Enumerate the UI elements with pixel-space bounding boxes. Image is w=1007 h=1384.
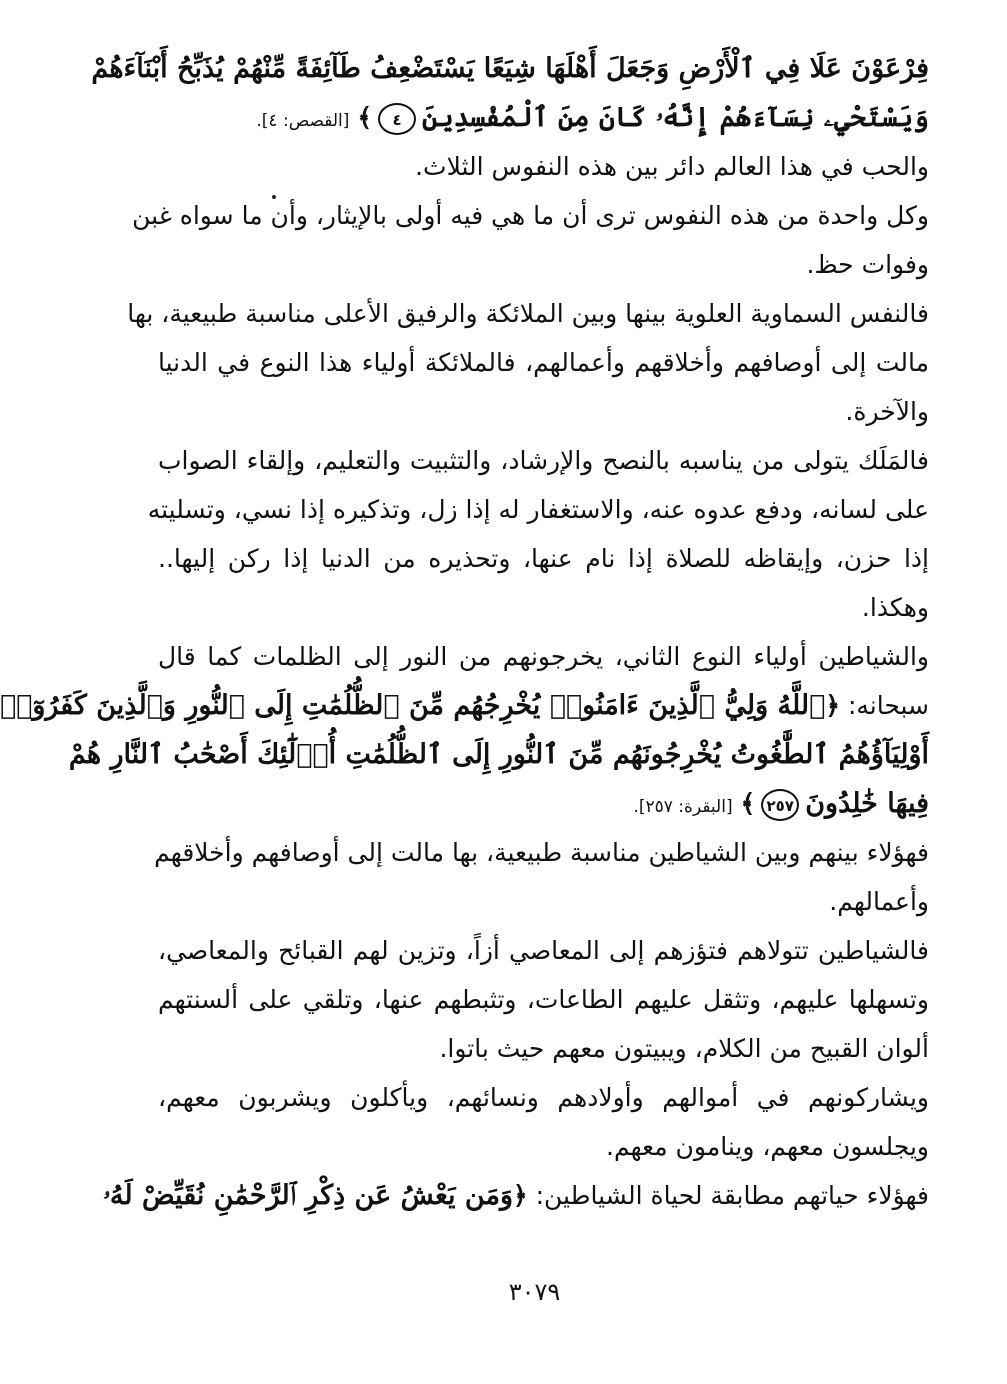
text-line-content: فالشياطين تتولاهم فتؤزهم إلى المعاصي أزاً، وتزين لهم القبائح والمعاصي، (158, 936, 929, 965)
text-line-content: وأعمالهم. (829, 887, 929, 916)
text-line-content: فالنفس السماوية العلوية بينها وبين الملائكة والرفيق الأعلى مناسبة طبيعية، بها (127, 299, 929, 328)
text-line (158, 142, 929, 191)
text-line-content: وهكذا. (861, 593, 929, 622)
text-line-content: ويشاركونهم في أموالهم وأولادهم ونسائهم، ويأكلون ويشربون معهم، (158, 1083, 929, 1112)
text-line-content: على لسانه، ودفع عدوه عنه، والاستغفار له إذا زل، وتذكيره إذا نسي، وتسليته (147, 495, 929, 524)
quran-verse-line-end (158, 93, 929, 142)
text-line-content: فهؤلاء حياتهم مطابقة لحياة الشياطين: (527, 1181, 929, 1210)
closing-bracket: ﴾ (357, 103, 373, 132)
text-line (158, 1073, 929, 1122)
quran-verse-text: فِيهَا خَٰلِدُونَ (805, 788, 929, 819)
text-line-content: وكل واحدة من هذه النفوس ترى أن ما هي فيه أولى بالإيثار، وأن ما سواه غبن (132, 201, 929, 230)
mixed-quran-line (0, 681, 929, 730)
text-line (127, 289, 929, 338)
text-line-content: وتسهلها عليهم، وتثقل عليهم الطاعات، وتثبطهم عنها، وتلقي على ألسنتهم (158, 985, 929, 1014)
text-line (158, 975, 929, 1024)
quran-verse-line-end (158, 779, 929, 828)
text-line (154, 828, 929, 877)
quran-verse-text: أَوْلِيَآؤُهُمُ ٱلطَّٰغُوتُ يُخْرِجُونَهُم مِّنَ ٱلنُّورِ إِلَى ٱلظُّلُمَٰتِ أُو۟لَٰٓئِكَ أَصْحَٰبُ ٱلنَّارِ هُمْ (68, 739, 929, 770)
text-line-content: ويجلسون معهم، وينامون معهم. (606, 1132, 929, 1161)
opening-bracket: ﴿ (825, 691, 841, 720)
text-line-content: والحب في هذا العالم دائر بين هذه النفوس الثلاث. (415, 152, 929, 181)
text-line-content: والآخرة. (845, 397, 929, 426)
text-line-content: والشياطين أولياء النوع الثاني، يخرجونهم من النور إلى الظلمات كما قال (158, 642, 929, 671)
quran-verse-text: وَيَسْتَحْيِۦ نِسَآءَهُمْ إِنَّهُۥ كَانَ مِنَ ٱلْمُفْسِدِينَ (422, 102, 929, 133)
print-speck (272, 195, 276, 199)
closing-bracket: ﴾ (740, 789, 756, 818)
text-line (147, 485, 929, 534)
text-line (158, 632, 929, 681)
verse-reference: [القصص: ٤]. (256, 111, 350, 131)
text-line-content: سبحانه: (840, 691, 929, 720)
verse-number-ornament: ٤ (378, 103, 416, 135)
text-line (158, 387, 929, 436)
text-line (158, 877, 929, 926)
text-line-content: ألوان القبيح من الكلام، ويبيتون معهم حيث باتوا. (439, 1034, 929, 1063)
quran-verse-line (68, 730, 929, 779)
text-line-content: إذا حزن، وإيقاظه للصلاة إذا نام عنها، وتحذيره من الدنيا إذا ركن إليها.. (158, 544, 929, 573)
text-line (158, 338, 929, 387)
text-line (158, 436, 929, 485)
page-body (0, 44, 929, 1220)
quran-verse-line (91, 44, 929, 93)
text-line (158, 534, 929, 583)
text-line-content: فالمَلَك يتولى من يناسبه بالنصح والإرشاد، والتثبيت والتعليم، وإلقاء الصواب (158, 446, 929, 475)
verse-number-ornament: ٢٥٧ (761, 789, 799, 821)
mixed-quran-line (103, 1171, 929, 1220)
opening-bracket: ﴿ (513, 1181, 528, 1210)
verse-reference: [البقرة: ٢٥٧]. (633, 797, 733, 817)
text-line-content: فهؤلاء بينهم وبين الشياطين مناسبة طبيعية، بها مالت إلى أوصافهم وأخلاقهم (154, 838, 929, 867)
text-line-content: وفوات حظ. (806, 250, 929, 279)
quran-verse-text: فِرْعَوْنَ عَلَا فِي ٱلْأَرْضِ وَجَعَلَ أَهْلَهَا شِيَعًا يَسْتَضْعِفُ طَآئِفَةً مِّنْهُمْ يُذَبِّحُ أَبْنَآءَهُمْ (91, 53, 929, 84)
page-number: ٣٠٧٩ (508, 1278, 561, 1306)
text-line (158, 240, 929, 289)
text-line (158, 926, 929, 975)
quran-verse-text: وَمَن يَعْشُ عَن ذِكْرِ ٱلرَّحْمَٰنِ نُقَيِّضْ لَهُۥ (103, 1180, 513, 1211)
text-line (158, 583, 929, 632)
text-line (158, 1122, 929, 1171)
quran-verse-text: ٱللَّهُ وَلِيُّ ٱلَّذِينَ ءَامَنُوا۟ يُخْرِجُهُم مِّنَ ٱلظُّلُمَٰتِ إِلَى ٱلنُّورِ وَٱلَّذِينَ كَفَرُوٓا۟ (0, 690, 826, 721)
text-line (158, 1024, 929, 1073)
text-line-content: مالت إلى أوصافهم وأخلاقهم وأعمالهم، فالملائكة أولياء هذا النوع في الدنيا (158, 348, 929, 377)
